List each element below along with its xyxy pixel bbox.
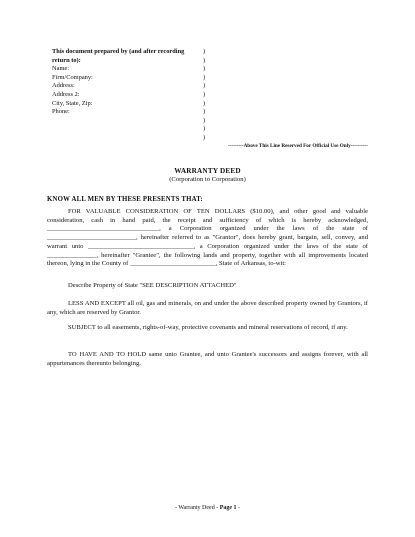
less-except-text: LESS AND EXCEPT all oil, gas and minerals, on and under the above described property owned by Grantors, if any, which are reserved by Grantor. (47, 300, 368, 316)
preparer-phone-label: Phone: (52, 108, 70, 116)
preparer-name-label: Name: (52, 65, 70, 73)
property-description-paragraph (47, 282, 368, 291)
bracket-mark: ) (203, 65, 206, 73)
consideration-text: FOR VALUABLE CONSIDERATION OF TEN DOLLARS ($10.00), and other good and valuable consideration, cash in hand paid, the receipt and sufficiency of which is hereby acknowledged, __________________________________, a Corporation organized under the laws of the state of ___________________________, hereinafter referred to as "Grantor", does hereby grant, bargain, sell, convey, and warrant unto ________________________________, a Corporation organized under the laws of the state of _______________, hereinafter "Grantee", the following lands and property, together with all improvements located thereon, lying in the County of __________________________, State of Arkansas, to-wit: (47, 208, 368, 268)
property-description-text: Describe Property of State "SEE DESCRIPTION ATTACHED" (68, 282, 237, 289)
preparer-block (52, 48, 222, 117)
subject-to-text: SUBJECT to all easements, rights-of-way, protective covenants and mineral reservations of record, if any. (68, 324, 348, 331)
bracket-mark: ) (203, 82, 206, 90)
bracket-mark: ) (203, 73, 206, 81)
bracket-mark: ) (203, 90, 206, 98)
bracket-mark: ) (203, 99, 206, 107)
less-except-paragraph (47, 300, 368, 317)
bracket-mark: ) (203, 108, 206, 116)
habendum-paragraph (47, 351, 368, 368)
bracket-column (203, 48, 205, 143)
page-footer (0, 505, 415, 511)
preparer-address-label: Address: (52, 82, 75, 90)
preparer-firm-label: Firm/Company: (52, 73, 93, 81)
footer-suffix: - (236, 505, 241, 511)
footer-prefix: - Warranty Deed - (174, 505, 220, 511)
preparer-heading: This document prepared by (and after recording (52, 48, 185, 55)
document-title: WARRANTY DEED (174, 167, 241, 175)
bracket-mark: ) (203, 116, 206, 124)
bracket-mark: ) (203, 125, 206, 133)
bracket-mark: ) (203, 133, 206, 141)
document-subtitle: (Corporation to Corporation) (169, 176, 246, 183)
subject-to-paragraph (47, 324, 368, 333)
consideration-paragraph (47, 208, 368, 269)
bracket-mark: ) (203, 56, 206, 64)
official-use-line: ---------Above This Line Reserved For Official Use Only---------- (228, 143, 368, 149)
preparer-address2-label: Address 2: (52, 90, 80, 98)
preparer-heading-return: return to): (52, 56, 81, 64)
preparer-city-label: City, State, Zip: (52, 99, 93, 107)
know-all-heading: KNOW ALL MEN BY THESE PRESENTS THAT: (47, 196, 203, 203)
habendum-text: TO HAVE AND TO HOLD same unto Grantee, and unto Grantee's successors and assigns forever, with all appurtenances thereunto belonging. (47, 351, 368, 367)
footer-page-number: Page 1 (219, 505, 237, 511)
bracket-mark: ) (203, 48, 206, 55)
